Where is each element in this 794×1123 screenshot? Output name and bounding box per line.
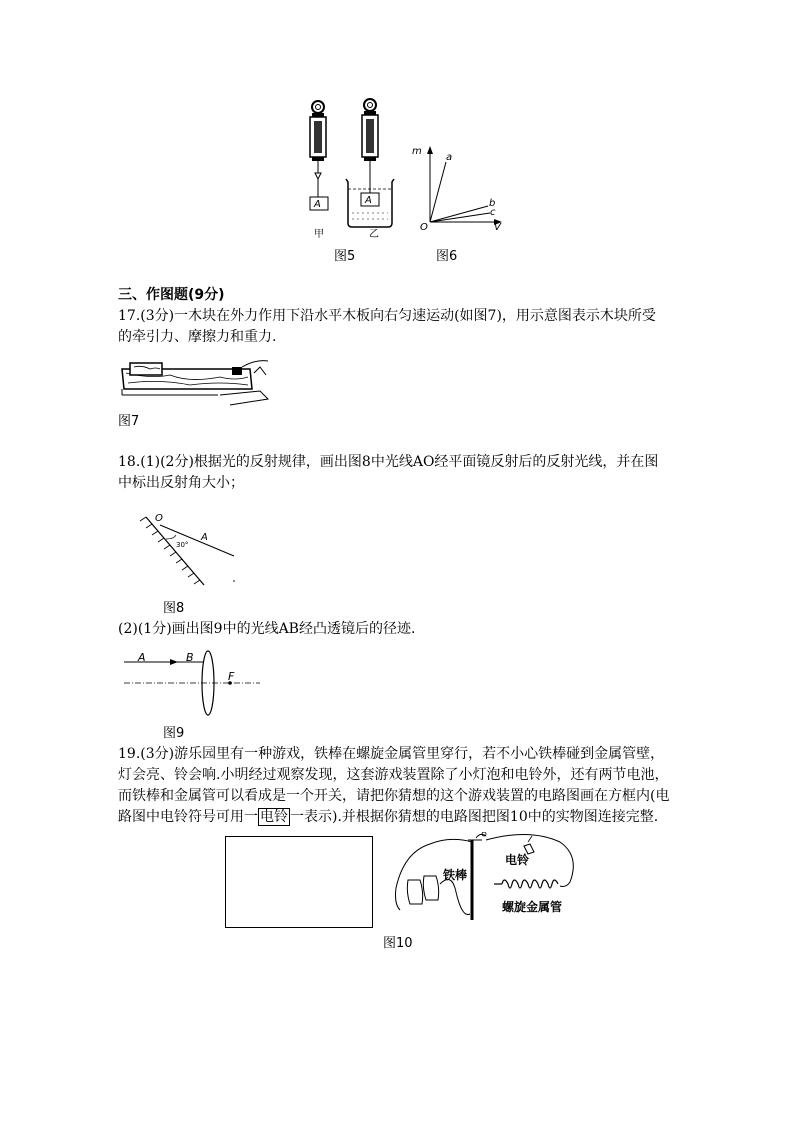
line-b: [430, 206, 488, 222]
fig6-label-a: a: [446, 152, 453, 163]
spring-scale-left: [310, 101, 326, 197]
section-heading: 三、作图题(9分): [118, 287, 225, 303]
label-iron-rod: 铁棒: [443, 868, 468, 882]
q19-line-4: [118, 806, 658, 828]
q19-line-3: 而铁棒和金属管可以看成是一个开关，请把你猜想的这个游戏装置的电路图画在方框内(电: [118, 788, 670, 804]
fig5-sublabel-right: 乙: [369, 229, 379, 240]
wood-block: [130, 363, 162, 375]
fig6-axis-m: m: [412, 146, 422, 157]
fig10-caption: 图10: [383, 936, 413, 951]
q18-part2: (2)(1分)画出图9中的光线AB经凸透镜后的径迹.: [118, 621, 416, 637]
fig6-label-c: c: [490, 207, 496, 218]
iron-rod: [468, 834, 486, 920]
q19-line-4-pre: 路图中电铃符号可用一: [118, 809, 258, 825]
fig9-label-b: B: [186, 651, 194, 664]
figure-5: [290, 95, 410, 245]
fig5-sublabel-left: 甲: [314, 229, 324, 240]
fig9-caption: 图9: [163, 726, 185, 741]
fig6-axis-v: V: [494, 222, 501, 233]
fig6-label-b: b: [489, 198, 496, 209]
q18-part1-line-1: 18.(1)(2分)根据光的反射规律，画出图8中光线AO经平面镜反射后的反射光线，并在图: [118, 454, 659, 470]
label-bell: 电铃: [505, 853, 530, 867]
spring-scale-right: [362, 99, 378, 193]
battery: [407, 876, 438, 904]
circuit-answer-box[interactable]: [225, 836, 373, 928]
q17-line-1: 17.(3分)一木块在外力作用下沿水平木板向右匀速运动(如图7)，用示意图表示木块所受: [118, 308, 656, 324]
fig5-caption: 图5: [334, 249, 356, 264]
fig8-label-o: O: [155, 513, 163, 524]
fig7-caption: 图7: [118, 414, 140, 429]
fig8-label-a: A: [201, 532, 208, 543]
q18-part1-line-2: 中标出反射角大小；: [118, 475, 244, 491]
fig8-caption: 图8: [163, 601, 185, 616]
plane-mirror: [146, 517, 204, 585]
q19-line-2: 灯会亮、铃会响.小明经过观察发现，这套游戏装置除了小灯泡和电铃外，还有两节电池，: [118, 767, 669, 783]
block-a-left-label: A: [314, 199, 321, 210]
label-coil: 螺旋金属管: [502, 900, 563, 914]
q19-line-4-post: 一表示).并根据你猜想的电路图把图10中的实物图连接完整.: [290, 809, 659, 825]
spiral-metal-tube: [494, 880, 558, 888]
q19-line-1: 19.(3分)游乐园里有一种游戏，铁棒在螺旋金属管里穿行，若不小心铁棒碰到金属管壁，: [118, 746, 665, 762]
block-a-right-label: A: [365, 195, 372, 206]
line-c: [430, 213, 490, 222]
fig6-origin: O: [420, 222, 428, 233]
figure-7: [120, 355, 272, 407]
ray-ao: [160, 525, 234, 556]
q17-line-2: 的牵引力、摩擦力和重力.: [118, 329, 277, 345]
fig8-angle-label: 30°: [176, 541, 189, 549]
fig9-label-a: A: [138, 651, 146, 664]
bell-symbol: 电铃: [260, 809, 288, 825]
fig9-label-f: F: [228, 670, 235, 683]
line-a: [430, 162, 446, 222]
fig6-caption: 图6: [436, 249, 458, 264]
